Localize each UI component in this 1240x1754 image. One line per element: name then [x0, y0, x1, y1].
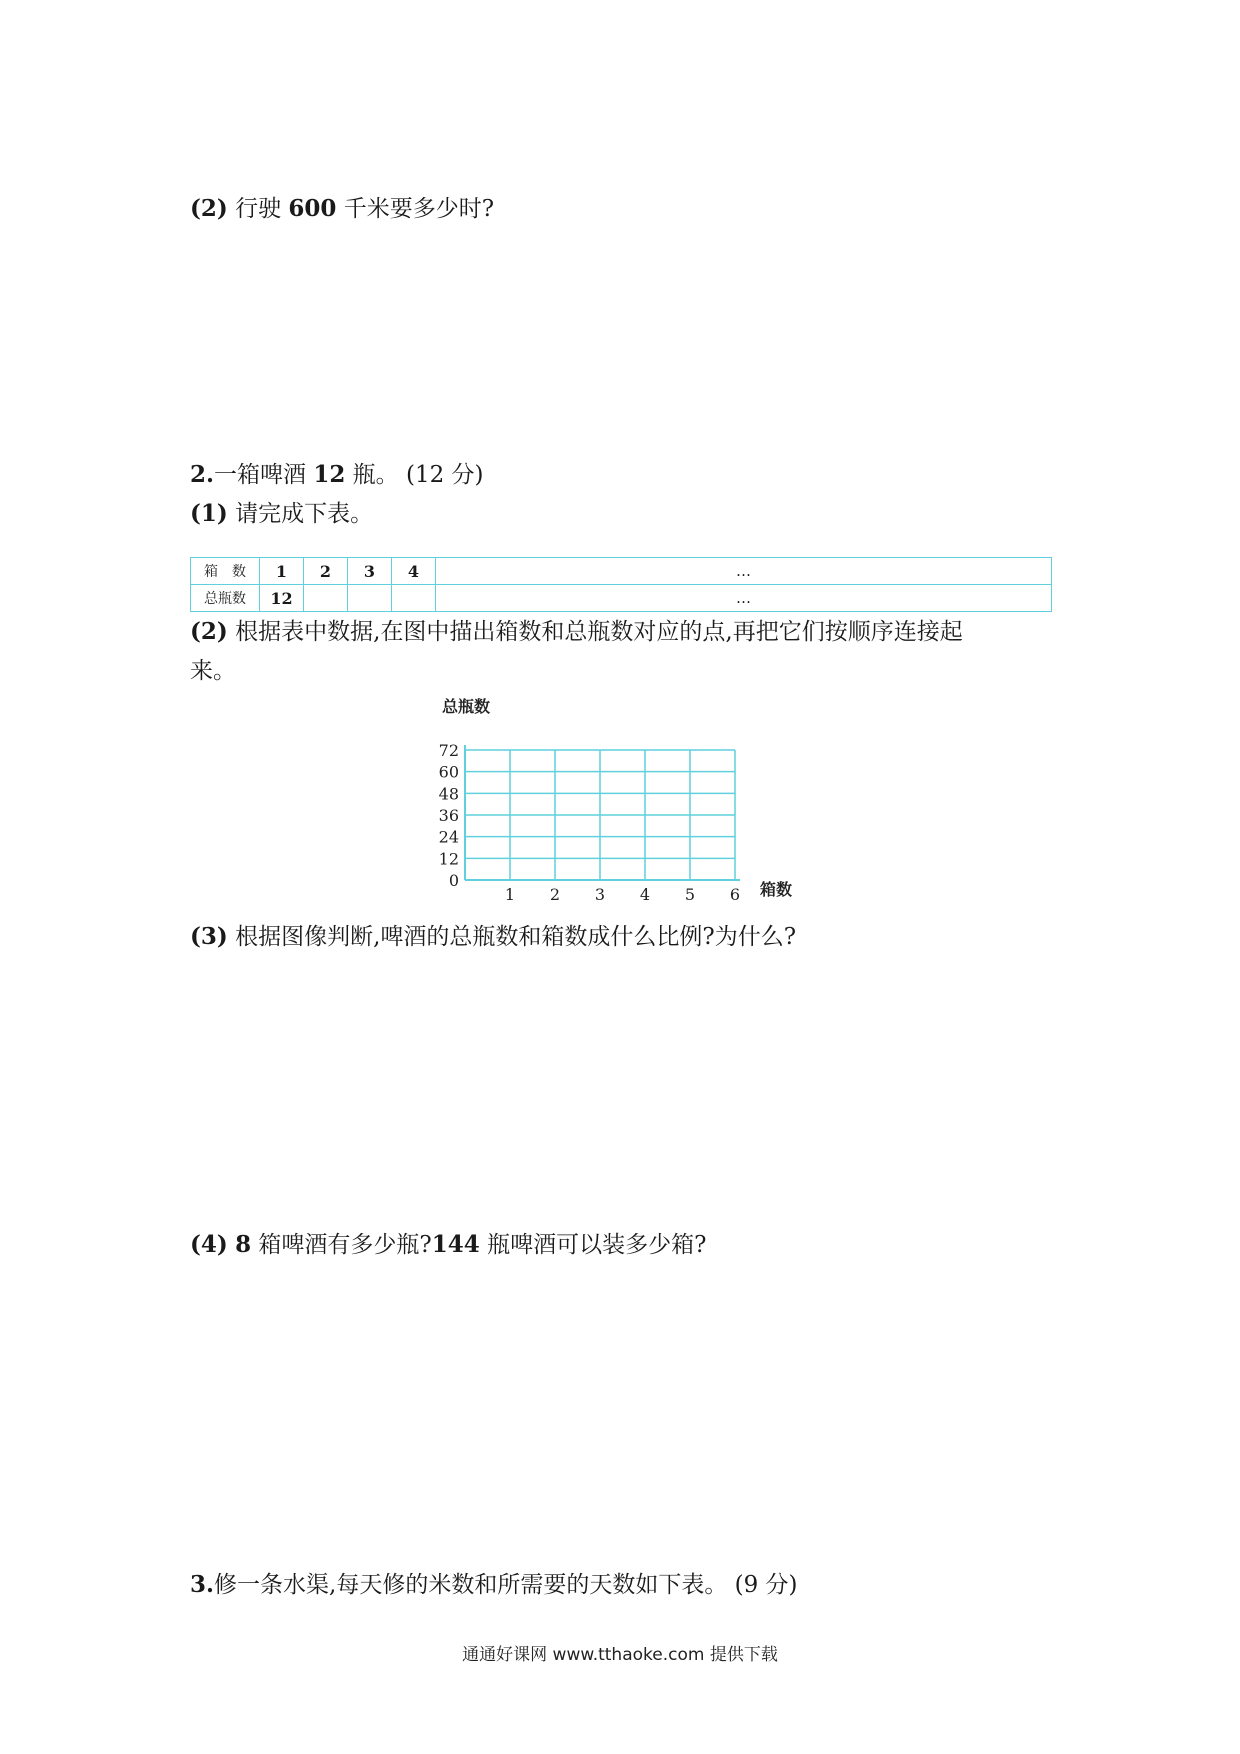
x-tick-label: 4 — [639, 885, 651, 904]
y-tick-label: 48 — [438, 784, 459, 804]
x-tick-label: 6 — [729, 885, 741, 904]
y-axis-label: 总瓶数 — [442, 697, 491, 716]
table-cell-blank[interactable] — [392, 585, 436, 612]
question-2-part-1: (1) 请完成下表。 — [190, 500, 374, 527]
chart-grid — [465, 745, 740, 880]
table-row — [191, 585, 1052, 612]
table-cell: 3 — [348, 558, 392, 585]
x-tick-label: 3 — [594, 885, 606, 904]
row-label-total-bottles: 总瓶数 — [191, 585, 260, 612]
footer-source: 通通好课网 www.tthaoke.com 提供下载 — [462, 1645, 778, 1665]
x-tick-label: 1 — [504, 885, 516, 904]
x-tick-label: 5 — [684, 885, 696, 904]
y-tick-label: 36 — [438, 806, 459, 825]
y-tick-label: 72 — [438, 741, 459, 760]
question-1-part-2: (2) 行驶 600 千米要多少时? — [190, 195, 495, 222]
table-row — [191, 558, 1052, 585]
ellipsis-cell: … — [436, 585, 1052, 612]
ellipsis-cell: … — [436, 558, 1052, 585]
y-tick-label: 0 — [448, 871, 459, 890]
table-cell-blank[interactable] — [348, 585, 392, 612]
line-chart-grid — [420, 690, 820, 910]
y-tick-label: 60 — [438, 762, 459, 782]
row-label-boxes: 箱 数 — [191, 558, 260, 585]
table-cell: 12 — [260, 585, 304, 612]
x-tick-label: 2 — [549, 885, 561, 904]
y-tick-label: 24 — [438, 827, 459, 847]
x-axis-label: 箱数 — [760, 880, 793, 899]
table-cell-blank[interactable] — [304, 585, 348, 612]
question-2-part-2: (2) 根据表中数据,在图中描出箱数和总瓶数对应的点,再把它们按顺序连接起 — [190, 618, 963, 645]
table-cell: 4 — [392, 558, 436, 585]
question-3-heading: 3.修一条水渠,每天修的米数和所需要的天数如下表。 (9 分) — [190, 1571, 798, 1598]
boxes-bottles-table — [190, 557, 1052, 612]
table-cell: 2 — [304, 558, 348, 585]
question-2-heading: 2.一箱啤酒 12 瓶。 (12 分) — [190, 461, 484, 488]
y-tick-label: 12 — [438, 849, 459, 869]
question-2-part-4: (4) 8 箱啤酒有多少瓶?144 瓶啤酒可以装多少箱? — [190, 1231, 707, 1258]
question-2-part-3: (3) 根据图像判断,啤酒的总瓶数和箱数成什么比例?为什么? — [190, 923, 797, 950]
table-cell: 1 — [260, 558, 304, 585]
question-2-part-2-cont: 来。 — [190, 658, 236, 684]
